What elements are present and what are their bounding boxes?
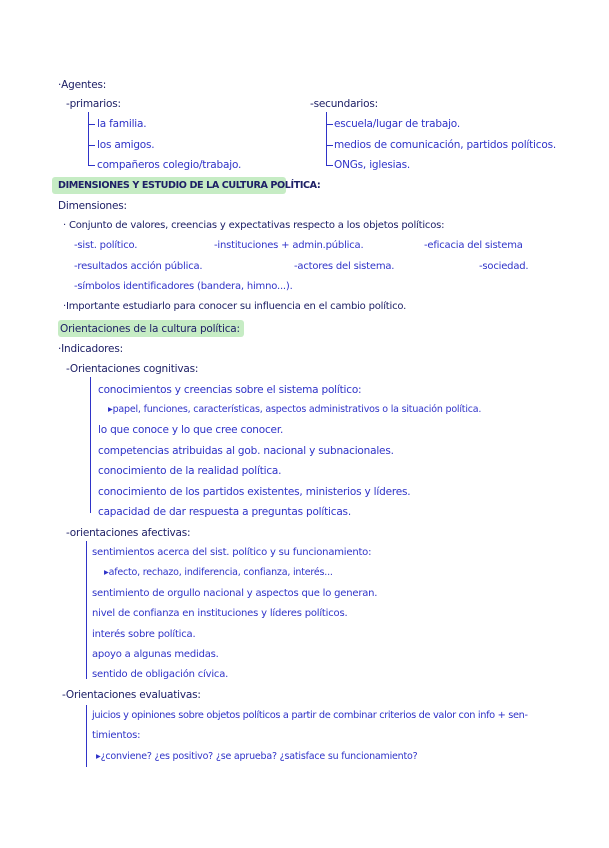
dimensions-note: ·Importante estudiarlo para conocer su influencia en el cambio político. [63,301,407,312]
cognitive-bracket [90,377,91,513]
evaluative-label: -Orientaciones evaluativas: [62,689,201,701]
evaluative-item-continuation: timientos: [92,730,141,741]
affective-item: apoyo a algunas medidas. [92,649,219,660]
cognitive-label: -Orientaciones cognitivas: [66,363,199,375]
cognitive-item: capacidad de dar respuesta a preguntas políticas. [98,506,351,518]
object-item: -instituciones + admin.pública. [214,240,364,251]
secondary-bracket [326,112,327,166]
cognitive-item: conocimientos y creencias sobre el sistema político: [98,384,362,396]
affective-item: sentido de obligación cívica. [92,669,229,680]
primary-agents-label: -primarios: [66,98,121,110]
secondary-item: medios de comunicación, partidos políticos. [334,139,556,151]
object-item: -eficacia del sistema [424,240,523,251]
indicators-label: ·Indicadores: [58,343,123,355]
cognitive-item: competencias atribuidas al gob. nacional y subnacionales. [98,445,394,457]
primary-item: compañeros colegio/trabajo. [97,159,242,171]
object-item: -resultados acción pública. [74,261,203,272]
affective-bracket [86,541,87,679]
dimensions-title: Dimensiones: [58,200,127,212]
affective-item: nivel de confianza en instituciones y líderes políticos. [92,608,348,619]
affective-sub-note: ▸afecto, rechazo, indiferencia, confianza, interés... [104,567,333,578]
evaluative-sub-note: ▸¿conviene? ¿es positivo? ¿se aprueba? ¿satisface su funcionamiento? [96,751,418,762]
affective-item: sentimientos acerca del sist. político y su funcionamiento: [92,547,372,558]
primary-bracket [88,112,89,166]
section-title: DIMENSIONES Y ESTUDIO DE LA CULTURA POLÍTICA: [58,180,321,191]
cognitive-item: conocimiento de los partidos existentes, ministerios y líderes. [98,486,411,498]
affective-label: -orientaciones afectivas: [66,527,191,539]
object-item: -símbolos identificadores (bandera, himno...). [74,281,293,292]
evaluative-bracket [86,705,87,767]
object-item: -actores del sistema. [294,261,395,272]
secondary-item: ONGs, iglesias. [334,159,410,171]
object-item: -sist. político. [74,240,138,251]
affective-item: interés sobre política. [92,629,196,640]
agents-title: ·Agentes: [58,79,107,91]
cognitive-item: lo que conoce y lo que cree conocer. [98,424,284,436]
affective-item: sentimiento de orgullo nacional y aspectos que lo generan. [92,588,378,599]
cognitive-item: conocimiento de la realidad política. [98,465,282,477]
primary-item: la familia. [97,118,147,130]
secondary-agents-label: -secundarios: [310,98,378,110]
cognitive-sub-note: ▸papel, funciones, características, aspectos administrativos o la situación política. [108,404,482,415]
dimensions-intro: · Conjunto de valores, creencias y expectativas respecto a los objetos políticos: [63,220,445,231]
object-item: -sociedad. [479,261,529,272]
orientations-title: Orientaciones de la cultura política: [60,323,240,335]
evaluative-item: juicios y opiniones sobre objetos políticos a partir de combinar criterios de valor con info + sen- [92,710,528,721]
secondary-item: escuela/lugar de trabajo. [334,118,460,130]
primary-item: los amigos. [97,139,155,151]
